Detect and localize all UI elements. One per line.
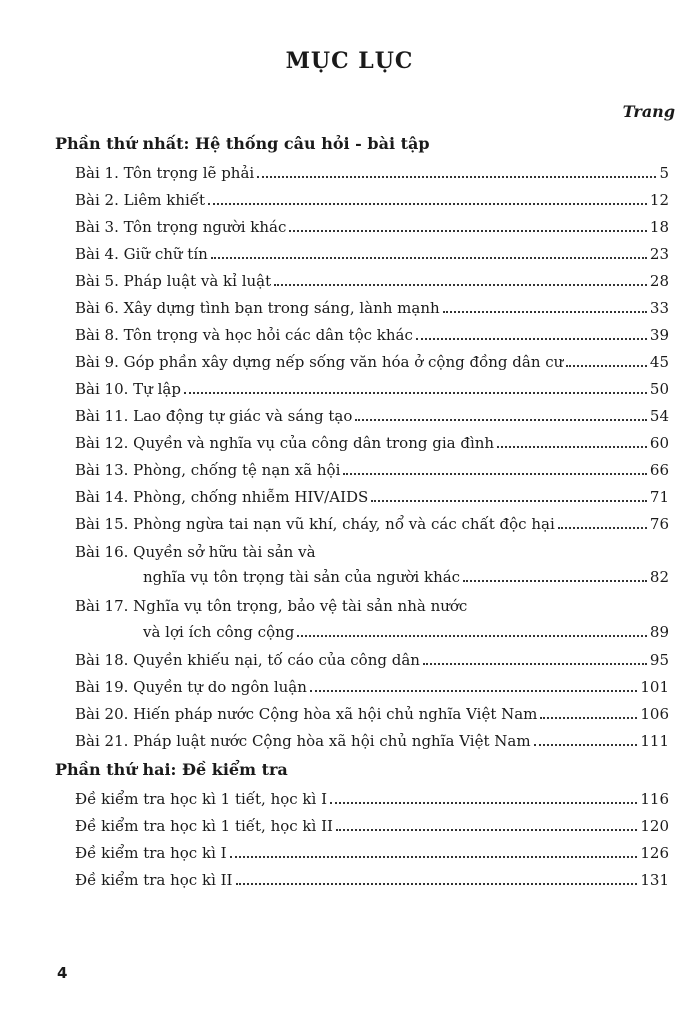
toc-entry-label: Đề kiểm tra học kì 1 tiết, học kì I	[75, 790, 328, 808]
toc-entry-label-line1: Bài 17. Nghĩa vụ tôn trọng, bảo vệ tài sản nhà nước	[75, 597, 468, 615]
toc-entry-label-line1: Bài 16. Quyền sở hữu tài sản và	[75, 543, 316, 561]
toc-entry-page: 66	[649, 461, 669, 479]
toc-entry[interactable]	[75, 838, 669, 862]
toc-entry-label: Bài 4. Giữ chữ tín	[75, 245, 208, 263]
toc-entry-label: Bài 1. Tôn trọng lẽ phải	[75, 164, 255, 182]
toc-entry[interactable]	[75, 784, 669, 808]
toc-entry-label: Bài 20. Hiến pháp nước Cộng hòa xã hội chủ nghĩa Việt Nam	[75, 705, 538, 723]
toc-entry[interactable]	[75, 726, 669, 750]
toc-entry[interactable]	[75, 401, 669, 425]
toc-entry[interactable]	[75, 212, 669, 236]
toc-entry-label: Bài 18. Quyền khiếu nại, tố cáo của công dân	[75, 651, 420, 669]
toc-entry[interactable]	[75, 239, 669, 263]
toc-entry-label: Đề kiểm tra học kì I	[75, 844, 227, 862]
leader-dots	[566, 364, 647, 367]
toc-entry-page: 54	[649, 407, 669, 425]
toc-entry-page: 120	[640, 817, 669, 835]
toc-entry-page: 12	[649, 191, 669, 209]
page-title: MỤC LỤC	[285, 48, 414, 74]
toc-entry[interactable]	[75, 428, 669, 452]
toc-entry-label: Đề kiểm tra học kì 1 tiết, học kì II	[75, 817, 333, 835]
toc-entry-page: 33	[649, 299, 669, 317]
toc-entry-page: 106	[640, 705, 669, 723]
toc-entry-label: Bài 12. Quyền và nghĩa vụ của công dân trong gia đình	[75, 434, 495, 452]
toc-entry[interactable]	[75, 811, 669, 835]
leader-dots	[297, 634, 647, 637]
toc-entry-page: 23	[649, 245, 669, 263]
leader-dots	[257, 175, 656, 178]
toc-entry-label: Bài 6. Xây dựng tình bạn trong sáng, lành mạnh	[75, 299, 440, 317]
toc-entry[interactable]	[75, 672, 669, 696]
toc-entry[interactable]	[75, 320, 669, 344]
leader-dots	[274, 283, 647, 286]
toc-entry-page: 111	[640, 732, 669, 750]
leader-dots	[558, 526, 647, 529]
leader-dots	[230, 855, 638, 858]
toc-entry-page: 18	[649, 218, 669, 236]
toc-entry[interactable]	[143, 562, 669, 586]
toc-entry-label: Bài 19. Quyền tự do ngôn luận	[75, 678, 307, 696]
toc-entry[interactable]	[75, 509, 669, 533]
toc-entry-label: và lợi ích công cộng	[143, 623, 295, 641]
toc-entry-label: Đề kiểm tra học kì II	[75, 871, 233, 889]
leader-dots	[184, 391, 647, 394]
leader-dots	[310, 689, 637, 692]
toc-entry[interactable]	[75, 266, 669, 290]
toc-entry[interactable]	[75, 482, 669, 506]
part1-heading: Phần thứ nhất: Hệ thống câu hỏi - bài tập	[55, 134, 430, 153]
toc-entry[interactable]	[75, 347, 669, 371]
leader-dots	[534, 743, 638, 746]
toc-entry-page: 71	[649, 488, 669, 506]
toc-entry[interactable]	[75, 455, 669, 479]
leader-dots	[336, 828, 637, 831]
toc-entry-label: Bài 13. Phòng, chống tệ nạn xã hội	[75, 461, 341, 479]
toc-entry-label: Bài 3. Tôn trọng người khác	[75, 218, 287, 236]
toc-entry[interactable]	[75, 158, 669, 182]
toc-entry-label: Bài 14. Phòng, chống nhiễm HIV/AIDS	[75, 488, 369, 506]
toc-entry-page: 126	[640, 844, 669, 862]
toc-entry-page: 28	[649, 272, 669, 290]
footer-page-number: 4	[57, 964, 68, 982]
leader-dots	[443, 310, 647, 313]
leader-dots	[540, 716, 637, 719]
leader-dots	[208, 202, 647, 205]
toc-entry-page: 39	[649, 326, 669, 344]
leader-dots	[355, 418, 647, 421]
leader-dots	[463, 579, 647, 582]
leader-dots	[330, 801, 637, 804]
toc-entry-page: 101	[640, 678, 669, 696]
toc-entry-page: 89	[649, 623, 669, 641]
leader-dots	[497, 445, 647, 448]
part2-heading: Phần thứ hai: Đề kiểm tra	[55, 760, 288, 779]
toc-entry[interactable]	[75, 699, 669, 723]
toc-entry-page: 116	[640, 790, 669, 808]
toc-entry-label: nghĩa vụ tôn trọng tài sản của người khác	[143, 568, 461, 586]
toc-entry-page: 76	[649, 515, 669, 533]
leader-dots	[289, 229, 647, 232]
toc-entry[interactable]	[75, 645, 669, 669]
toc-entry-label: Bài 5. Pháp luật và kỉ luật	[75, 272, 272, 290]
toc-entry-label: Bài 2. Liêm khiết	[75, 191, 206, 209]
leader-dots	[423, 662, 647, 665]
toc-entry-page: 131	[640, 871, 669, 889]
toc-entry-page: 45	[649, 353, 669, 371]
toc-entry-page: 60	[649, 434, 669, 452]
toc-entry-page: 50	[649, 380, 669, 398]
toc-entry[interactable]	[75, 185, 669, 209]
toc-entry-label: Bài 21. Pháp luật nước Cộng hòa xã hội chủ nghĩa Việt Nam	[75, 732, 531, 750]
toc-entry-page: 5	[659, 164, 669, 182]
leader-dots	[371, 499, 647, 502]
leader-dots	[416, 337, 647, 340]
page-column-header: Trang	[622, 102, 675, 121]
leader-dots	[211, 256, 647, 259]
toc-entry-page: 82	[649, 568, 669, 586]
toc-entry-label: Bài 11. Lao động tự giác và sáng tạo	[75, 407, 353, 425]
toc-entry[interactable]	[75, 865, 669, 889]
toc-entry[interactable]	[75, 374, 669, 398]
toc-entry[interactable]	[75, 293, 669, 317]
toc-entry-label: Bài 10. Tự lập	[75, 380, 181, 398]
toc-entry-label: Bài 15. Phòng ngừa tai nạn vũ khí, cháy, nổ và các chất độc hại	[75, 515, 555, 533]
toc-entry-label: Bài 8. Tôn trọng và học hỏi các dân tộc khác	[75, 326, 413, 344]
toc-entry[interactable]	[143, 617, 669, 641]
toc-entry-page: 95	[649, 651, 669, 669]
leader-dots	[343, 472, 647, 475]
leader-dots	[236, 882, 638, 885]
toc-entry-label: Bài 9. Góp phần xây dựng nếp sống văn hóa ở cộng đồng dân cư	[75, 353, 564, 371]
